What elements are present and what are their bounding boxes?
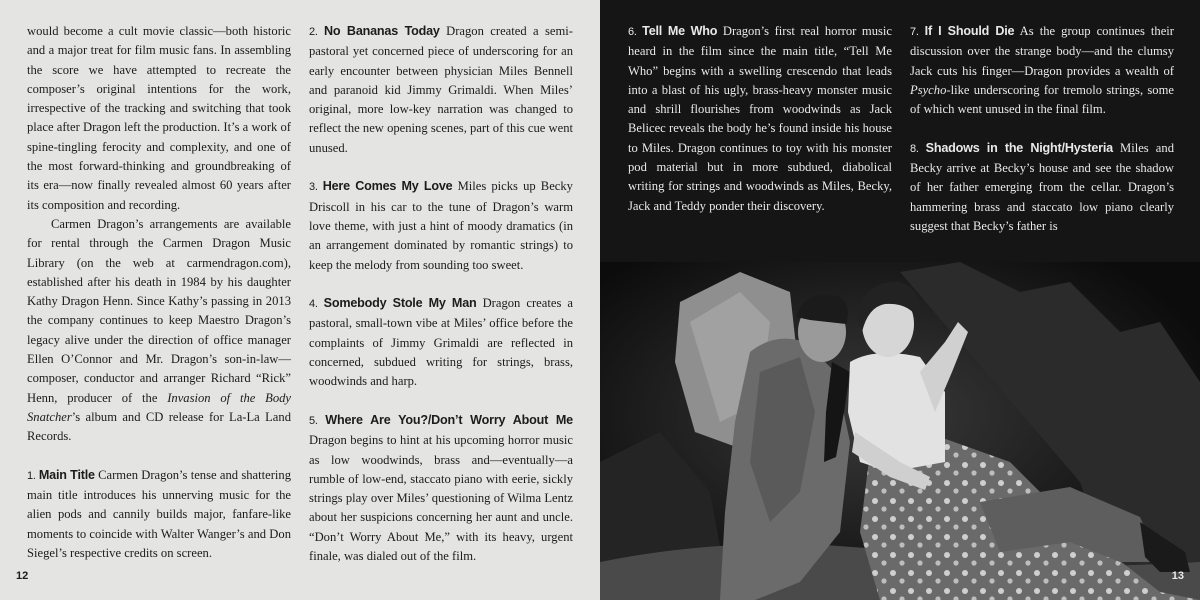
track-title: Where Are You?/Don’t Worry About Me	[325, 412, 573, 427]
track-entry-2	[309, 22, 573, 158]
track-number: 1.	[27, 469, 36, 482]
track-number: 4.	[309, 298, 318, 311]
film-title-italic: Psycho	[910, 82, 947, 97]
track-number: 8.	[910, 142, 919, 155]
track-entry-1	[27, 466, 291, 563]
track-title: Tell Me Who	[642, 24, 718, 38]
track-description: Dragon begins to hint at his upcoming horror music as low woodwinds, brass and—eventually—a rumble of low-end, staccato piano with eerie, sickly strings play over Miles’ questioning of Wilma Lentz about her suspicions concerning her aunt and uncle. “Don’t Worry About Me,” with its heavy, urgent finale, was dialed out of the film.	[309, 433, 573, 564]
track-description: Miles picks up Becky Driscoll in his car to the tune of Dragon’s warm love theme, with just a hint of moody dramatics (in an arrangement dominated by romantic strings) to keep the melody from sounding too sweet.	[309, 179, 573, 272]
track-number: 5.	[309, 414, 318, 427]
film-still-photo	[600, 262, 1200, 600]
track-entry-6	[628, 22, 892, 216]
track-number: 7.	[910, 26, 919, 38]
paragraph-library: Carmen Dragon’s arrangements are available for rental through the Carmen Dragon Music Library (on the web at carmendragon.com), established after his death in 1984 by his daughter Kathy Dragon Henn. Since Kathy’s passing in 2013 the company continues to keep Maestro Dragon’s legacy alive under the direction of office manager Ellen O’Connor and Mr. Dragon’s son-in-law—composer, conductor and arranger Richard “Rick” Henn, producer of the Invasion of the Body Snatcher’s album and CD release for La-La Land Records.	[27, 216, 292, 444]
page-number-right: 13	[1171, 570, 1184, 582]
page-number-left: 12	[16, 570, 29, 582]
track-entry-3	[309, 177, 573, 274]
track-number: 2.	[309, 26, 318, 38]
right-column-1	[628, 22, 892, 216]
left-column-2	[309, 22, 573, 566]
track-description: Dragon creates a pastoral, small-town vibe at Miles’ office before the complaints of Jimmy Grimaldi are reflected in concerned, subdued writing for strings, brass, woodwinds and harp.	[309, 296, 573, 389]
track-number: 6.	[628, 26, 637, 38]
track-title: Shadows in the Night/Hysteria	[925, 140, 1113, 155]
track-number: 3.	[309, 181, 318, 194]
track-description: Dragon created a semi-pastoral yet concerned piece of underscoring for an early encounter between physician Miles Bennell and paranoid kid Jimmy Grimaldi. When Miles’ original, more low-key narration was changed to reflect the new opening scenes, part of this cue went unused.	[309, 24, 573, 155]
page-13	[600, 0, 1200, 600]
track-title: Somebody Stole My Man	[323, 296, 477, 311]
film-still-illustration	[600, 262, 1200, 600]
paragraph-intro: would become a cult movie classic—both historic and a major treat for film music fans. In assembling the score we have attempted to recreate the composer’s original intentions for the work, irrespective of the tracking and switching that took place after Dragon left the production. It’s a work of spine-tingling ferocity and complexity, and one of the most forward-thinking and groundbreaking of its era—now finally revealed almost 60 years after its composition and recording.	[27, 24, 291, 212]
track-title: No Bananas Today	[323, 24, 440, 38]
film-title-italic: Invasion of the Body Snatcher	[27, 390, 292, 424]
track-description: Miles and Becky arrive at Becky’s house and see the shadow of her father emerging from the cellar. Dragon’s hammering brass and staccato low piano clearly suggest that Becky’s father is	[910, 140, 1174, 233]
track-description: Carmen Dragon’s tense and shattering main title introduces his unnerving music for the alien pods and cannily builds major, fanfare-like moments to coincide with Walter Wanger’s and Don Siegel’s respective credits on screen.	[27, 467, 291, 561]
left-column-1	[27, 22, 291, 563]
track-description: Dragon’s first real horror music heard in the film since the main title, “Tell Me Who” begins with a swelling crescendo that leads into a blast of his ugly, brass-heavy monster music and shrill flourishes from woodwinds as Jack Belicec reveals the body he’s found inside his house to Miles. Dragon continues to toy with his monster pod material but in more subdued, diabolical writing for strings and woodwinds as Miles, Becky, Jack and Teddy ponder their discovery.	[628, 24, 892, 213]
track-title: If I Should Die	[924, 24, 1015, 38]
track-title: Main Title	[38, 467, 95, 482]
track-entry-8	[910, 139, 1174, 236]
track-title: Here Comes My Love	[322, 179, 453, 194]
track-entry-7: 7. If I Should Die As the group continues their discussion over the strange body—and the clumsy Jack cuts his finger—Dragon provides a wealth of Psycho-like underscoring for tremolo strings, some of which went unused in the final film.	[910, 24, 1174, 117]
track-description: As the group continues their discussion over the strange body—and the clumsy Jack cuts his finger—Dragon provides a wealth of	[910, 24, 1174, 78]
right-column-2	[910, 22, 1174, 236]
track-entry-5	[309, 411, 573, 566]
track-entry-4	[309, 294, 573, 391]
